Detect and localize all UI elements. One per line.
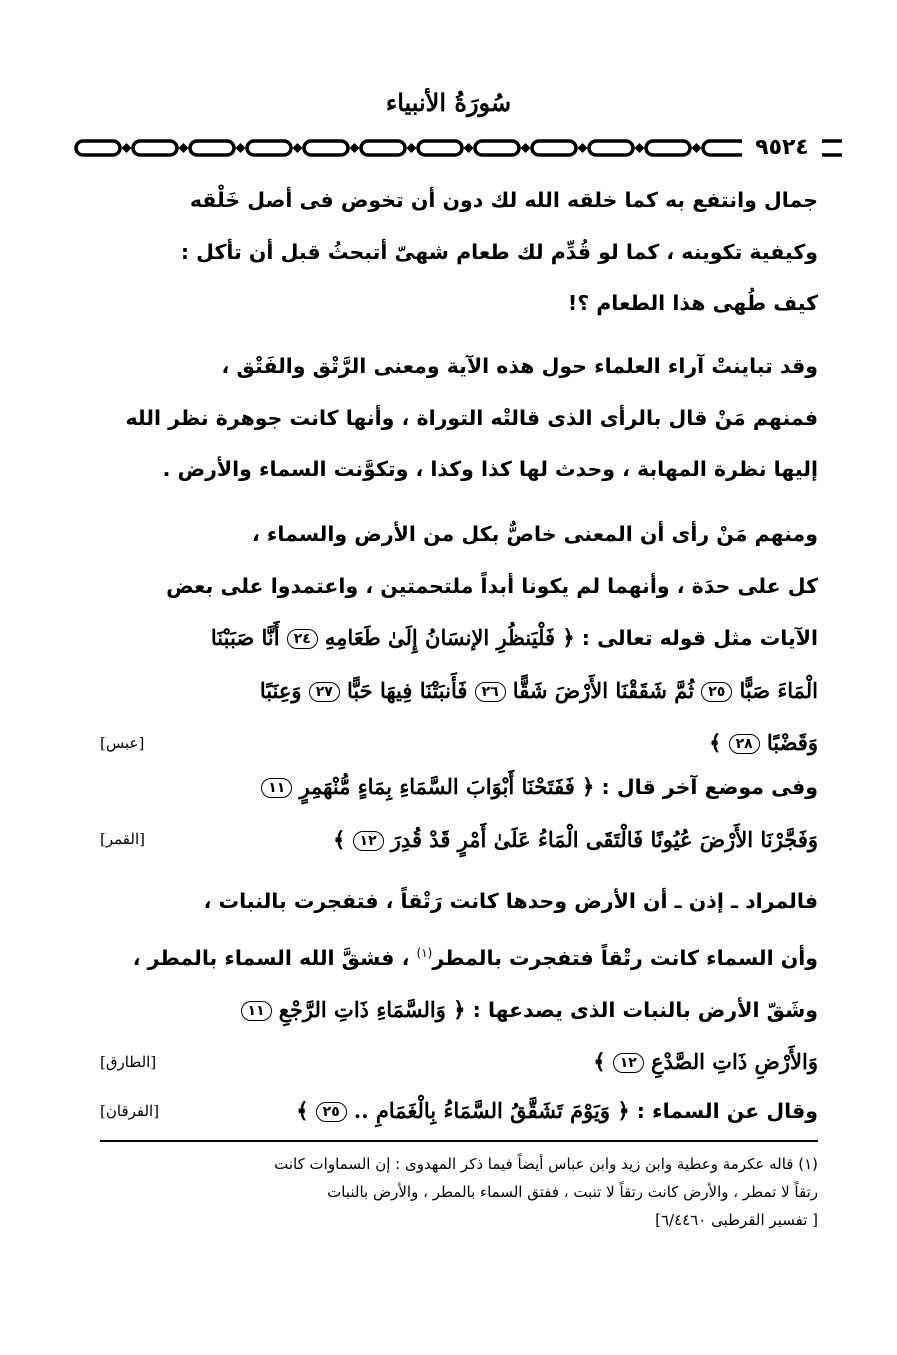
footnote: [100, 1150, 818, 1234]
text-line: [100, 612, 818, 665]
aya-number: ١١: [241, 1001, 272, 1021]
quran-verse: فَأَنبَتْنَا فِيهَا حَبًّا: [346, 677, 468, 703]
surah-reference: [الطارق]: [100, 1052, 157, 1071]
quran-verse: وَعِنَبًا: [259, 677, 302, 703]
surah-reference: [القمر]: [100, 830, 145, 848]
quran-verse: الْمَاءَ صَبًّا: [739, 677, 818, 703]
quran-verse: ﴿ فَلْيَنظُرِ الإنسَانُ إِلَىٰ طَعَامِهِ: [324, 625, 575, 650]
surah-reference: [عبس]: [100, 733, 145, 752]
text-line: [100, 761, 818, 814]
footnote-line: رتقاً لا تمطر ، والأرض كانت رتقاً لا تنبت ، ففتق السماء بالمطر ، والأرض بالنبات: [327, 1183, 818, 1201]
text-line: جمال وانتفع به كما خلقه الله لك دون أن تخوض فى أصل خَلْقه: [189, 188, 818, 212]
text-line: وقد تباينتْ آراء العلماء حول هذه الآية ومعنى الرَّتْق والفَتْق ،: [221, 354, 818, 378]
paragraph-4: [100, 761, 818, 866]
text-line: [100, 1036, 818, 1089]
footnote-separator: [100, 1140, 818, 1142]
paragraph-5: [100, 876, 818, 1089]
aya-number: ٢٦: [475, 682, 506, 702]
text-line: إليها نظرة المهابة ، وحدث لها كذا وكذا ، وتكوَّنت السماء والأرض .: [162, 457, 818, 481]
text-line: فمنهم مَنْ قال بالرأى الذى قالتْه التوراة ، وأنها كانت جوهرة نظر الله: [125, 405, 818, 430]
aya-number: ٢٥: [701, 682, 732, 702]
verse-lead: وشَقّ الأرض بالنبات الذى يصدعها :: [472, 997, 818, 1022]
surah-reference: [الفرقان]: [100, 1101, 160, 1120]
footnote-line: [ تفسير القرطبى ٦/٤٤٦٠]: [655, 1211, 818, 1229]
verse-close-bracket: ﴾: [333, 826, 346, 852]
quran-verse: وَقَضْبًا: [766, 730, 818, 755]
verse-lead: وفى موضع آخر قال :: [601, 775, 818, 799]
text-line: [100, 928, 818, 984]
quran-verse: أَنَّا صَبَبْنَا: [210, 625, 280, 650]
page-number: ٩٥٢٤: [742, 134, 822, 162]
verse-close-bracket: ﴾: [593, 1049, 606, 1075]
quran-verse: ﴿ فَفَتَحْنَا أَبْوَابَ السَّمَاءِ بِمَاءٍ مُّنْهَمِرٍ: [299, 774, 595, 799]
text-line: [100, 814, 818, 867]
footnote-marker: (١): [416, 945, 433, 960]
aya-number: ١٢: [353, 831, 384, 851]
verse-close-bracket: ﴾: [709, 730, 722, 755]
quran-verse: وَفَجَّرْنَا الأَرْضَ عُيُونًا فَالْتَقَى الْمَاءُ عَلَىٰ أَمْرٍ قَدْ قُدِرَ: [390, 826, 818, 852]
text-segment: وأن السماء كانت رتْقاً فتفجرت بالمطر: [432, 945, 818, 970]
text-line: فالمراد ـ إذن ـ أن الأرض وحدها كانت رَتْقاً ، فتفجرت بالنبات ،: [203, 889, 818, 913]
verse-lead: وقال عن السماء :: [636, 1099, 818, 1123]
surah-title: سُورَةُ الأنبياء: [385, 88, 512, 117]
quran-verse: ثُمَّ شَقَقْنَا الأَرْضَ شَقًّا: [512, 677, 695, 703]
text-line: [100, 665, 818, 718]
text-line: كل على حدَة ، وأنهما لم يكونا أبداً ملتحمتين ، واعتمدوا على بعض: [166, 573, 818, 598]
text-line: [100, 984, 818, 1037]
text-line: [100, 1085, 818, 1138]
paragraph-2: [100, 341, 818, 496]
quran-verse: ﴿ وَالسَّمَاءِ ذَاتِ الرَّجْعِ: [278, 996, 466, 1022]
aya-number: ٢٥: [316, 1102, 347, 1122]
aya-number: ١١: [261, 778, 292, 798]
aya-number: ٢٧: [309, 682, 340, 702]
text-line: ومنهم مَنْ رأى أن المعنى خاصٌّ بكل من الأرض والسماء ،: [251, 522, 818, 546]
quran-verse: وَالأَرْضِ ذَاتِ الصَّدْعِ: [650, 1049, 818, 1075]
paragraph-1: [100, 175, 818, 330]
footnote-line: (١) قاله عكرمة وعطية وابن زيد وابن عباس أيضاً فيما ذكر المهدوى : إن السماوات كانت: [274, 1155, 818, 1173]
aya-number: ٢٤: [287, 629, 318, 649]
paragraph-6: [100, 1085, 818, 1138]
aya-number: ١٢: [613, 1053, 644, 1073]
quran-verse: ﴿ وَيَوْمَ تَشَقَّقُ السَّمَاءُ بِالْغَمَامِ ..: [353, 1098, 630, 1123]
text-line: وكيفية تكوينه ، كما لو قُدِّم لك طعام شهىّ أتبحثُ قبل أن تأكل :: [180, 239, 818, 264]
aya-number: ٢٨: [729, 734, 760, 754]
ornamental-divider: [72, 134, 842, 162]
text-segment: ، فشقَّ الله السماء بالمطر ،: [132, 945, 410, 970]
text-line: كيف طُهى هذا الطعام ؟!: [567, 291, 818, 315]
verse-lead: الآيات مثل قوله تعالى :: [581, 626, 818, 650]
paragraph-3: [100, 509, 818, 770]
verse-close-bracket: ﴾: [296, 1098, 309, 1123]
